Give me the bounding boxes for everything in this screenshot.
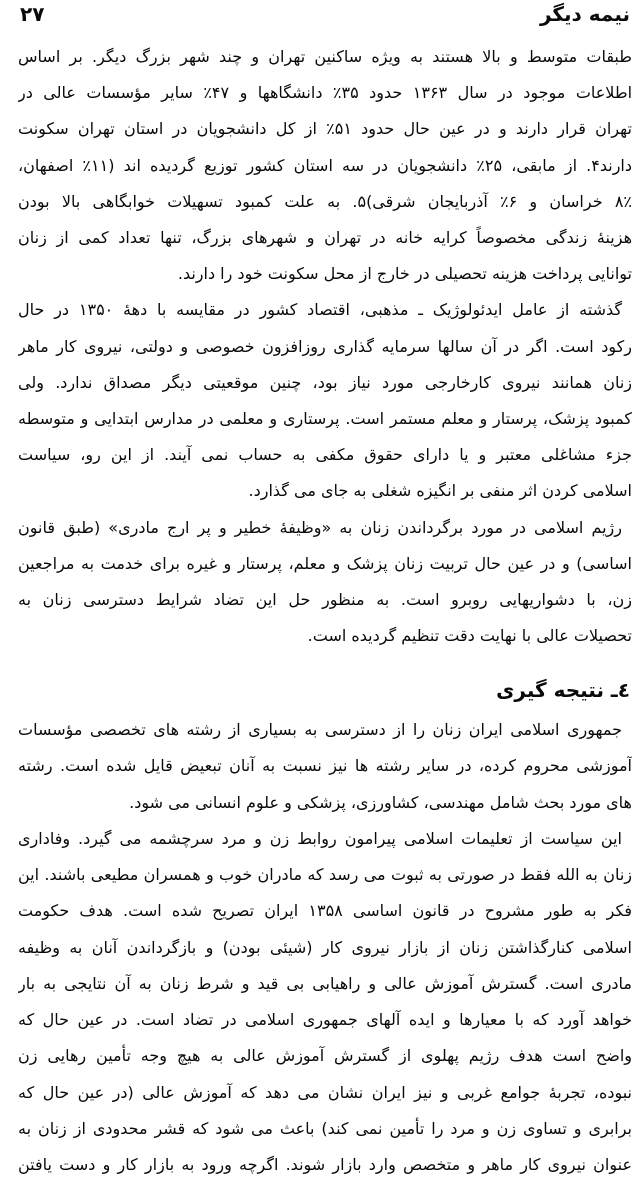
text-line: فکر به طور مشروح در قانون اساسی ۱۳۵۸ ایران تصریح شده است. هدف حکومت bbox=[18, 901, 632, 921]
text-line: دارند۴. از مابقی، ۲۵٪ دانشجویان در سه استان کشور توزیع گردیده اند (۱۱٪ اصفهان، bbox=[18, 155, 632, 175]
text-line: کمبود پزشک، پرستار و معلم مستمر است. پرستاری و معلمی در مدارس ابتدایی و متوسطه bbox=[18, 409, 632, 428]
text-line: برابری و تساوی زن و مرد را تأمین نمی کند) باعث می شود که قشر محدودی از زنان به bbox=[18, 1118, 632, 1138]
text-line: واضح است هدف رژیم پهلوی از گسترش آموزش عالی به هیچ وجه تأمین رهایی زن bbox=[18, 1046, 632, 1066]
text-line: زنان همانند نیروی کارخارجی مورد نیاز بود، چنین موقعیتی دیگر مصداق ندارد. ولی bbox=[18, 372, 632, 392]
text-line: جمهوری اسلامی ایران زنان را از دسترسی به بسیاری از رشته های تخصصی مؤسسات bbox=[18, 720, 622, 739]
text-line: گذشته از عامل ایدئولوژیک ـ مذهبی، اقتصاد کشور در مقایسه با دههٔ ۱۳۵۰ در حال bbox=[18, 300, 622, 320]
text-line: خواهد آورد که با معیارها و ایده آلهای جمهوری اسلامی در تضاد است. در عین حال که bbox=[18, 1010, 632, 1029]
text-line: زنان به الله فقط در صورتی به ثبوت می رسد که مادران خوب و همسران مطیعی باشند. این bbox=[18, 865, 632, 884]
text-line: عنوان نیروی کار ماهر و متخصص وارد بازار شوند. اگرچه ورود به بازار کار و دست یافتن bbox=[18, 1155, 632, 1174]
text-line: ۸٪ خراسان و ۶٪ آذربایجان شرقی)۵. به علت کمبود تسهیلات خوابگاهی بالا بودن bbox=[18, 191, 632, 211]
text-line: رژیم اسلامی در مورد برگرداندن زنان به «وظیفهٔ خطیر و پر ارج مادری» (طبق قانون bbox=[18, 517, 622, 537]
text-line: اطلاعات موجود در سال ۱۳۶۳ حدود ۳۵٪ دانشگاهها و ۴۷٪ سایر مؤسسات عالی در bbox=[18, 83, 632, 103]
page-number: ۲۷ bbox=[20, 2, 45, 26]
text-line: اسلامی کردن اثر منفی بر انگیزه شغلی به جای می گذارد. bbox=[248, 481, 632, 501]
running-header-title: نیمه دیگر bbox=[539, 2, 630, 26]
text-line: زن، با دشواریهایی روبرو است. به منظور حل این تضاد شرایط دسترسی زنان به bbox=[18, 590, 632, 609]
text-line: طبقات متوسط و بالا هستند به ویژه ساکنین تهران و چند شهر بزرگ دیگر. بر اساس bbox=[18, 47, 632, 66]
text-line: تهران قرار دارند و در عین حال حدود ۵۱٪ از کل دانشجویان در استان تهران سکونت bbox=[18, 119, 632, 139]
text-line: های مورد بحث شامل مهندسی، کشاورزی، پزشکی و علوم انسانی می شود. bbox=[129, 792, 632, 812]
text-line: این سیاست از تعلیمات اسلامی پیرامون روابط زن و مرد سرچشمه می گیرد. وفاداری bbox=[18, 828, 622, 848]
section-heading: ٤ـ نتیجه گیری bbox=[496, 678, 630, 702]
text-line: اساسی) و در عین حال تربیت زنان پزشک و معلم، پرستار و غیره برای خدمت به مراجعین bbox=[18, 553, 632, 573]
text-line: مادری است. گسترش آموزش عالی و راهیابی بی قید و شرط زنان به آن نتایجی به بار bbox=[18, 973, 632, 993]
text-line: رکود است. اگر در آن سالها سرمایه گذاری روزافزون خصوصی و دولتی، نیروی کار ماهر bbox=[18, 336, 632, 356]
text-line: نبوده، تجربهٔ جوامع غربی و نیز ایران نشان می دهد که آموزش عالی (در عین حال که bbox=[18, 1082, 632, 1102]
text-line: توانایی پرداخت هزینه تحصیلی در خارج از محل سکونت خود را دارند. bbox=[177, 264, 632, 284]
text-line: جزء مشاغلی معتبر و یا دارای حقوق مکفی به حساب نمی آیند. از این رو، سیاست bbox=[18, 445, 632, 465]
text-line: تحصیلات عالی با نهایت دقت تنظیم گردیده است. bbox=[307, 626, 632, 646]
text-line: اسلامی کنارگذاشتن زنان از بازار نیروی کار (شیئی بودن) و بازگرداندن آنان به وظیفه bbox=[18, 937, 632, 957]
text-line: هزینهٔ زندگی مخصوصاً کرایه خانه در تهران و شهرهای بزرگ، تنها تعداد کمی از زنان bbox=[18, 228, 632, 247]
text-line: آموزشی محروم کرده، در سایر رشته ها نیز نسبت به آنان تبعیض قایل شده است. رشته bbox=[18, 756, 632, 776]
